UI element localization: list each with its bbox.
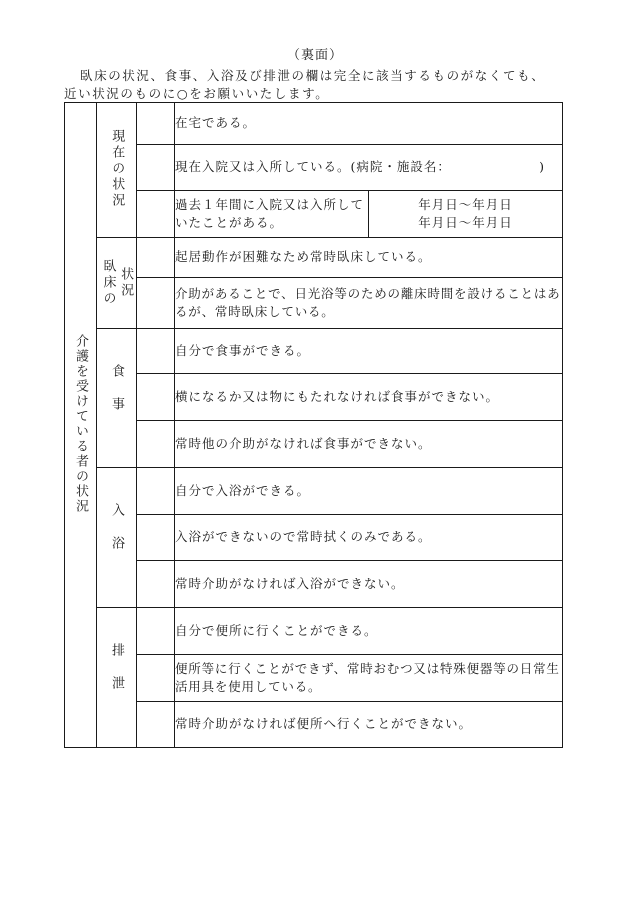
outer-category-cell bbox=[65, 103, 97, 748]
category-meal-label: 食事 bbox=[109, 363, 124, 430]
check-cell[interactable] bbox=[137, 468, 175, 515]
category-bath bbox=[97, 468, 137, 608]
check-cell[interactable] bbox=[137, 374, 175, 421]
instruction-line-2: 近い状況のものに○をお願いいたします。 bbox=[64, 86, 330, 101]
table-row bbox=[65, 702, 563, 748]
instruction-line-1: 臥床の状況、食事、入浴及び排泄の欄は完全に該当するものがなくても、 bbox=[80, 68, 546, 83]
check-cell[interactable] bbox=[137, 191, 175, 238]
option-text: 常時他の介助がなければ食事ができない。 bbox=[175, 421, 563, 468]
date-range-1: 年月日～年月日 bbox=[418, 196, 513, 212]
category-meal bbox=[97, 329, 137, 468]
option-text: 常時介助がなければ便所へ行くことができない。 bbox=[175, 702, 563, 748]
category-excretion-label: 排泄 bbox=[109, 643, 124, 709]
table-row bbox=[65, 608, 563, 655]
option-text: 自分で入浴ができる。 bbox=[175, 468, 563, 515]
option-text: 自分で食事ができる。 bbox=[175, 329, 563, 374]
option-text: 現在入院又は入所している。(病院・施設名： ) bbox=[175, 145, 563, 191]
table-row bbox=[65, 191, 563, 238]
page-title: （裏面） bbox=[286, 48, 343, 63]
table-row bbox=[65, 329, 563, 374]
table-row bbox=[65, 374, 563, 421]
category-current-label: 現在の状況 bbox=[109, 128, 125, 209]
check-cell[interactable] bbox=[137, 278, 175, 329]
check-cell[interactable] bbox=[137, 655, 175, 702]
table-row bbox=[65, 515, 563, 561]
check-cell[interactable] bbox=[137, 238, 175, 278]
option-text: 横になるか又は物にもたれなければ食事ができない。 bbox=[175, 374, 563, 421]
date-range-2: 年月日～年月日 bbox=[418, 215, 513, 230]
outer-category-label: 介護を受けている者の状況 bbox=[73, 333, 88, 514]
check-cell[interactable] bbox=[137, 329, 175, 374]
table-row bbox=[65, 468, 563, 515]
option-text: 便所等に行くことができず、常時おむつ又は特殊便器等の日常生活用具を使用している。 bbox=[175, 655, 563, 702]
table-row bbox=[65, 238, 563, 278]
category-bedridden-label bbox=[97, 259, 136, 307]
check-cell[interactable] bbox=[137, 421, 175, 468]
table-row bbox=[65, 278, 563, 329]
option-text: 常時介助がなければ入浴ができない。 bbox=[175, 561, 563, 608]
date-range-cell[interactable] bbox=[369, 191, 563, 238]
category-bedridden-label-right: 状況 bbox=[118, 267, 134, 299]
table-row bbox=[65, 145, 563, 191]
option-text: 介助があることで、日光浴等のための離床時間を設けることはあるが、常時臥床している。 bbox=[175, 278, 563, 329]
care-status-table bbox=[64, 102, 563, 748]
table-row bbox=[65, 421, 563, 468]
option-text: 入浴ができないので常時拭くのみである。 bbox=[175, 515, 563, 561]
table-row bbox=[65, 103, 563, 145]
check-cell[interactable] bbox=[137, 702, 175, 748]
check-cell[interactable] bbox=[137, 561, 175, 608]
category-bedridden-label-left: 臥床の bbox=[100, 259, 116, 307]
check-cell[interactable] bbox=[137, 608, 175, 655]
option-text: 在宅である。 bbox=[175, 103, 563, 145]
category-current bbox=[97, 103, 137, 238]
option-text: 自分で便所に行くことができる。 bbox=[175, 608, 563, 655]
option-text: 過去１年間に入院又は入所していたことがある。 bbox=[175, 191, 369, 238]
table-row bbox=[65, 561, 563, 608]
check-cell[interactable] bbox=[137, 515, 175, 561]
check-cell[interactable] bbox=[137, 103, 175, 145]
category-bedridden bbox=[97, 238, 137, 329]
option-text: 起居動作が困難なため常時臥床している。 bbox=[175, 238, 563, 278]
category-bath-label: 入浴 bbox=[109, 503, 124, 569]
check-cell[interactable] bbox=[137, 145, 175, 191]
category-excretion bbox=[97, 608, 137, 748]
table-row bbox=[65, 655, 563, 702]
